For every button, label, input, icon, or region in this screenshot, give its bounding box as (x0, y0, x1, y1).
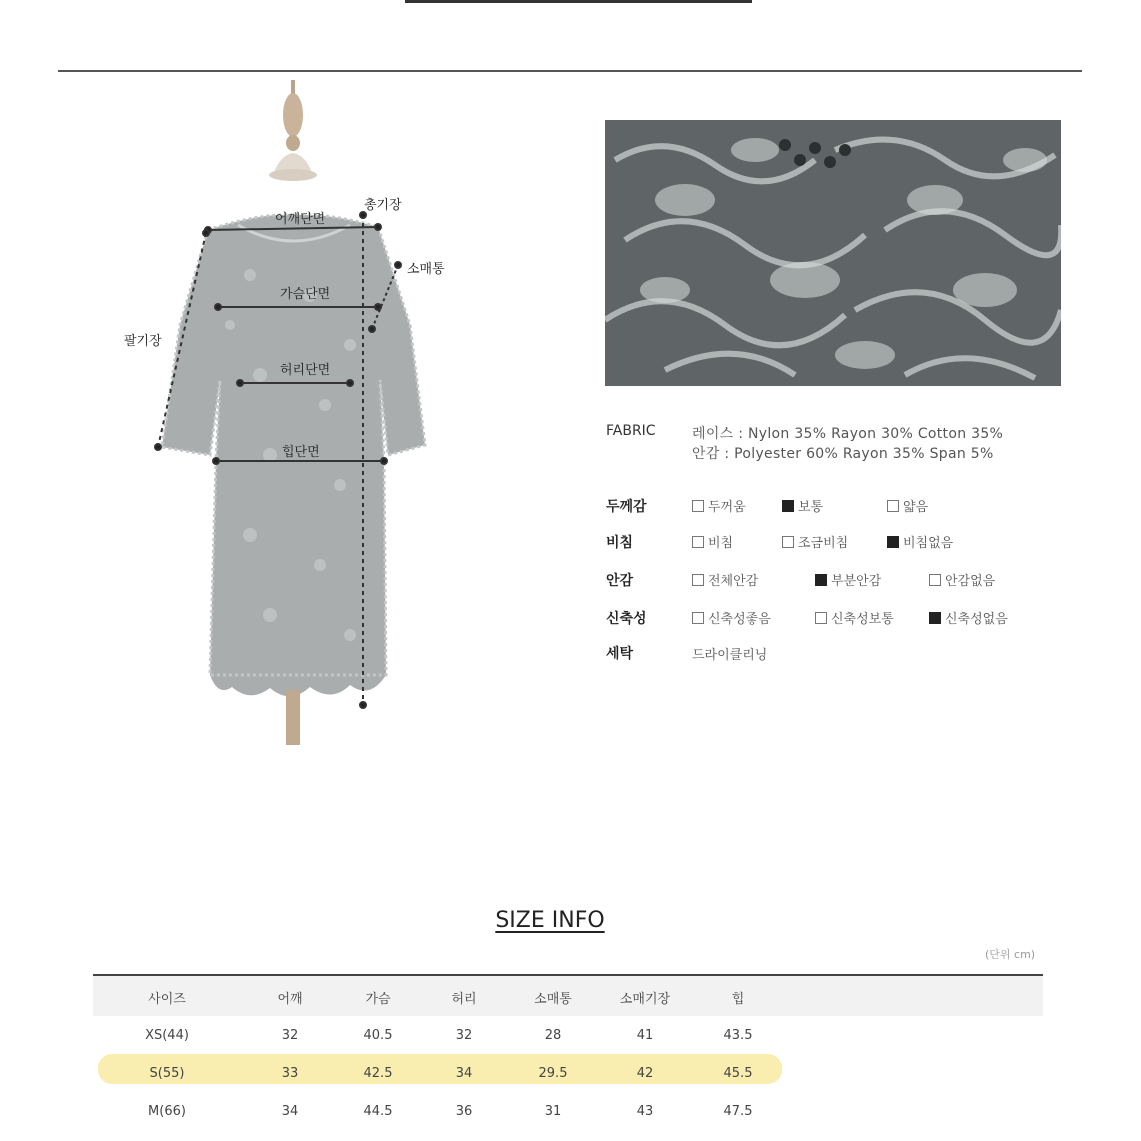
table-cell: 28 (544, 1028, 562, 1043)
fabric-lace-composition: 레이스 : Nylon 35% Rayon 30% Cotton 35% (692, 426, 1004, 442)
section-divider (58, 70, 1082, 72)
checkbox-checked-icon (887, 536, 899, 548)
table-cell: 42.5 (363, 1066, 393, 1081)
label-shoulder: 어깨단면 (275, 212, 326, 227)
header-sleeve-width: 소매통 (534, 992, 572, 1007)
table-cell: 34 (455, 1066, 473, 1081)
table-cell: 33 (281, 1066, 299, 1081)
checkbox-icon (929, 574, 941, 586)
option-partial-lining: 부분안감 (815, 570, 881, 589)
checkbox-icon (692, 536, 704, 548)
checkbox-icon (692, 574, 704, 586)
table-cell: 42 (636, 1066, 654, 1081)
fabric-swatch-image (605, 120, 1061, 386)
table-cell: 32 (281, 1028, 299, 1043)
option-full-lining: 전체안감 (692, 570, 758, 589)
measurement-diagram (110, 75, 490, 755)
option-thin: 얇음 (887, 496, 928, 515)
header-size: 사이즈 (148, 992, 186, 1007)
option-no-stretch: 신축성없음 (929, 608, 1008, 627)
table-cell: 44.5 (363, 1104, 393, 1119)
table-cell: XS(44) (145, 1028, 189, 1043)
option-no-lining: 안감없음 (929, 570, 995, 589)
option-not-sheer: 비침없음 (887, 532, 953, 551)
checkbox-checked-icon (929, 612, 941, 624)
table-cell: 29.5 (538, 1066, 568, 1081)
option-normal: 보통 (782, 496, 823, 515)
table-cell: 47.5 (723, 1104, 753, 1119)
checkbox-icon (887, 500, 899, 512)
label-sleeve-length: 팔기장 (124, 334, 162, 349)
table-cell: 34 (281, 1104, 299, 1119)
header-waist: 허리 (451, 992, 477, 1007)
label-waist: 허리단면 (280, 363, 331, 378)
table-cell: 43 (636, 1104, 654, 1119)
header-shoulder: 어깨 (277, 992, 303, 1007)
option-normal-stretch: 신축성보통 (815, 608, 894, 627)
washing-value: 드라이클리닝 (692, 648, 768, 663)
table-cell: M(66) (148, 1104, 186, 1119)
table-cell: 32 (455, 1028, 473, 1043)
checkbox-icon (692, 612, 704, 624)
table-cell: 41 (636, 1028, 654, 1043)
fabric-title: FABRIC (606, 423, 656, 439)
option-good-stretch: 신축성좋음 (692, 608, 771, 627)
dress-illustration (110, 75, 490, 755)
checkbox-checked-icon (815, 574, 827, 586)
property-label-washing: 세탁 (606, 646, 634, 662)
fabric-lining-composition: 안감 : Polyester 60% Rayon 35% Span 5% (692, 446, 994, 462)
label-hip: 힙단면 (282, 445, 320, 460)
table-cell: S(55) (149, 1066, 185, 1081)
header-chest: 가슴 (365, 992, 391, 1007)
label-chest: 가슴단면 (280, 287, 331, 302)
property-label-stretch: 신축성 (606, 611, 647, 627)
label-total-length: 총기장 (364, 198, 402, 213)
table-cell: 43.5 (723, 1028, 753, 1043)
unit-note: (단위 cm) (985, 948, 1036, 961)
property-label-thickness: 두께감 (606, 499, 647, 515)
option-slightly-sheer: 조금비침 (782, 532, 848, 551)
table-cell: 45.5 (723, 1066, 753, 1081)
property-label-lining: 안감 (606, 573, 634, 589)
label-sleeve-width: 소매통 (407, 262, 445, 277)
table-cell: 36 (455, 1104, 473, 1119)
checkbox-icon (815, 612, 827, 624)
property-label-sheerness: 비침 (606, 535, 634, 551)
checkbox-checked-icon (782, 500, 794, 512)
checkbox-icon (692, 500, 704, 512)
table-cell: 31 (544, 1104, 562, 1119)
size-info-title: SIZE INFO (495, 908, 605, 933)
top-divider (405, 0, 752, 3)
table-cell: 40.5 (363, 1028, 393, 1043)
header-hip: 힙 (731, 992, 745, 1007)
header-sleeve-length: 소매기장 (619, 992, 671, 1007)
option-sheer: 비침 (692, 532, 733, 551)
option-thick: 두꺼움 (692, 496, 746, 515)
checkbox-icon (782, 536, 794, 548)
